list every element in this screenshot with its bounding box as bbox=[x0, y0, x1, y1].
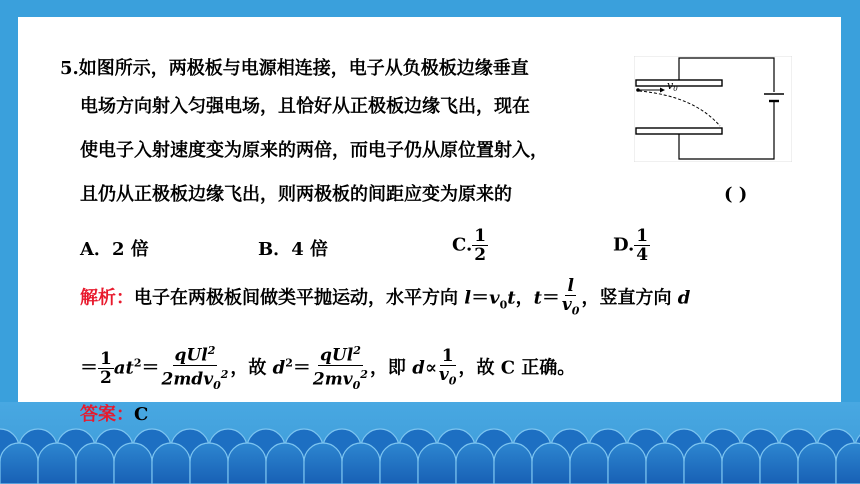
wave-scallop bbox=[608, 443, 646, 484]
frac1-numerator bbox=[173, 342, 218, 366]
frac3-numerator: 1 bbox=[441, 345, 454, 366]
frac2-den-sup: 2 bbox=[360, 367, 368, 381]
equals-5: ＝ bbox=[292, 357, 311, 379]
var-l: l bbox=[464, 287, 472, 309]
wave-scallop bbox=[228, 443, 266, 484]
var-t: t bbox=[507, 287, 516, 309]
question-line-2: 电场方向射入匀强电场，且恰好从正极板边缘飞出，现在 bbox=[80, 96, 530, 117]
wave-scallop bbox=[342, 443, 380, 484]
wave-scallop bbox=[570, 443, 608, 484]
option-d bbox=[613, 227, 650, 264]
frac3-den-v: v bbox=[438, 364, 449, 385]
frac-1-over-v0 bbox=[437, 347, 459, 390]
d2-sup: 2 bbox=[285, 356, 293, 370]
var-v: v bbox=[489, 287, 500, 309]
frac1-num-text: qUl bbox=[174, 345, 208, 366]
wave-scallop bbox=[798, 443, 836, 484]
wave-scallop bbox=[114, 443, 152, 484]
analysis-label: 解析： bbox=[80, 287, 134, 309]
var-at: at bbox=[113, 357, 134, 379]
option-d-label: D. bbox=[613, 234, 635, 256]
answer-bracket: ( ) bbox=[724, 184, 748, 205]
frac3-denominator bbox=[437, 366, 459, 390]
option-d-numerator: 1 bbox=[636, 226, 649, 246]
analysis-line-1 bbox=[80, 277, 690, 320]
wave-scallop bbox=[418, 443, 456, 484]
frac-l-den-v: v bbox=[561, 295, 572, 315]
frac1-den-sup: 2 bbox=[220, 367, 229, 381]
bottom-plate bbox=[636, 128, 722, 134]
frac-qul2-over-2mdv02 bbox=[159, 342, 230, 395]
equals-4: ＝ bbox=[141, 357, 160, 379]
proportional-symbol: ∝ bbox=[424, 357, 437, 379]
frac-l-numerator: l bbox=[567, 276, 574, 296]
wave-scallop bbox=[76, 443, 114, 484]
question-number: 5. bbox=[60, 58, 79, 79]
question-line-1 bbox=[60, 58, 529, 80]
frac2-num-sup: 2 bbox=[353, 344, 361, 357]
answer-line bbox=[80, 404, 148, 426]
analysis-text-1: 电子在两极板间做类平抛运动，水平方向 bbox=[134, 287, 458, 309]
question-line-3: 使电子入射速度变为原来的两倍，而电子仍从原位置射入， bbox=[80, 140, 548, 161]
diagram-frame bbox=[634, 56, 792, 162]
var-d3: d bbox=[412, 357, 425, 379]
wave-scallop bbox=[380, 443, 418, 484]
answer-label: 答案： bbox=[80, 404, 134, 425]
option-c-fraction bbox=[472, 227, 488, 264]
frac1-denominator bbox=[159, 366, 230, 395]
wave-scallop bbox=[456, 443, 494, 484]
equals-3: ＝ bbox=[80, 357, 98, 379]
frac2-numerator bbox=[318, 342, 363, 366]
var-d: d bbox=[677, 287, 691, 309]
sub-0: 0 bbox=[499, 298, 508, 312]
frac3-den-sub: 0 bbox=[448, 374, 457, 388]
at-sup: 2 bbox=[133, 356, 142, 370]
velocity-label: v0 bbox=[667, 79, 678, 93]
top-plate bbox=[636, 80, 722, 86]
var-d2: d bbox=[272, 357, 286, 379]
half-numerator: 1 bbox=[100, 348, 112, 369]
frac-l-over-v0 bbox=[560, 277, 582, 320]
wave-scallop bbox=[304, 443, 342, 484]
var-t-2: t bbox=[533, 287, 542, 309]
question-line-4: 且仍从正极板边缘飞出，则两极板的间距应变为原来的 bbox=[80, 184, 512, 205]
wave-scallop bbox=[494, 443, 532, 484]
option-c-label: C. bbox=[452, 234, 473, 256]
wave-scallop bbox=[646, 443, 684, 484]
analysis-line-2 bbox=[80, 342, 575, 395]
frac-l-denominator bbox=[560, 296, 582, 320]
frac1-den-text: 2mdv bbox=[161, 369, 214, 390]
wave-scallop bbox=[684, 443, 722, 484]
frac-l-den-sub: 0 bbox=[571, 304, 580, 318]
option-c-numerator: 1 bbox=[474, 226, 487, 246]
frac2-den-sub: 0 bbox=[352, 378, 361, 392]
option-c-denominator: 2 bbox=[474, 245, 487, 265]
option-d-fraction bbox=[634, 227, 650, 264]
option-b: B．4 倍 bbox=[258, 239, 329, 260]
equals-2: ＝ bbox=[541, 287, 560, 309]
frac1-den-sub: 0 bbox=[213, 378, 221, 392]
comma-1: ， bbox=[515, 287, 534, 309]
wave-scallop bbox=[38, 443, 76, 484]
wave-scallop bbox=[0, 443, 38, 484]
wave-scallop bbox=[152, 443, 190, 484]
equals-1: ＝ bbox=[471, 287, 490, 309]
analysis-text-2: ，竖直方向 bbox=[581, 287, 672, 309]
capacitor-diagram bbox=[634, 56, 792, 162]
option-c bbox=[452, 227, 488, 264]
wave-scallop bbox=[722, 443, 760, 484]
half-denominator: 2 bbox=[100, 367, 112, 388]
frac2-num-text: qUl bbox=[320, 345, 354, 366]
question-text-1: 如图所示，两极板与电源相连接，电子从负极板边缘垂直 bbox=[78, 58, 529, 79]
option-d-denominator: 4 bbox=[636, 245, 649, 265]
answer-value: C bbox=[134, 404, 149, 425]
frac2-denominator bbox=[311, 366, 370, 395]
wave-scallop bbox=[532, 443, 570, 484]
frac-half bbox=[98, 350, 114, 387]
frac2-den-text: 2mv bbox=[312, 369, 353, 390]
wave-scallop bbox=[266, 443, 304, 484]
text-ji: ，即 bbox=[369, 357, 413, 379]
frac1-num-sup: 2 bbox=[207, 344, 216, 357]
conclusion-text: ，故 C 正确。 bbox=[458, 357, 576, 379]
wave-scallop bbox=[760, 443, 798, 484]
option-a: A．2 倍 bbox=[80, 239, 149, 260]
text-gu: ，故 bbox=[230, 357, 273, 379]
wave-scallop bbox=[190, 443, 228, 484]
frac-qul2-over-2mv02 bbox=[311, 342, 370, 395]
